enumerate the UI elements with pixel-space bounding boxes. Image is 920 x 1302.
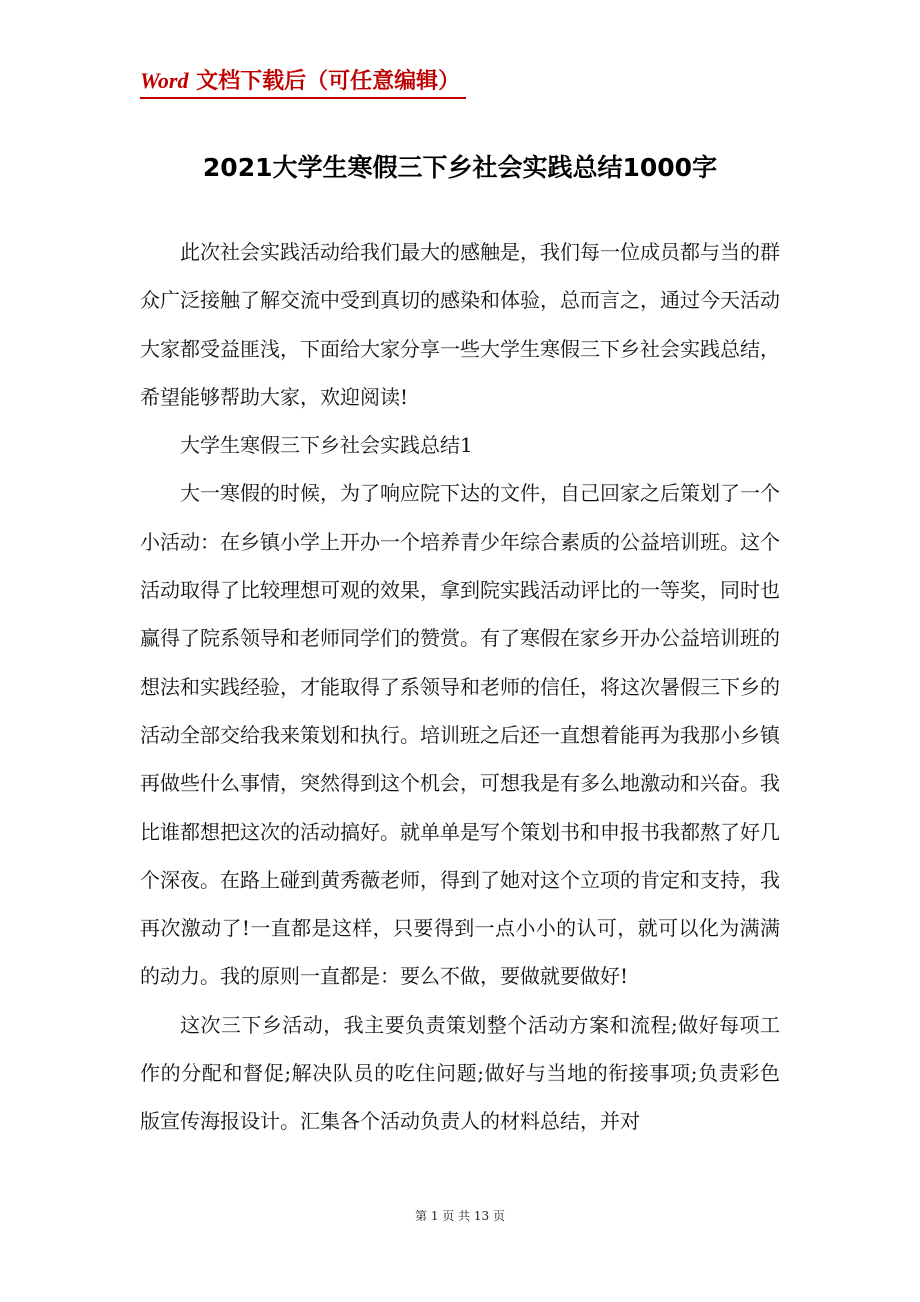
page-footer: 第 1 页 共 13 页 <box>415 1209 505 1223</box>
paragraph-1: 大一寒假的时候，为了响应院下达的文件，自己回家之后策划了一个小活动：在乡镇小学上开办一个培养青少年综合素质的公益培训班。这个活动取得了比较理想可观的效果，拿到院实践活动评比的一等奖，同时也赢得了院系领导和老师同学们的赞赏。有了寒假在家乡开办公益培训班的想法和实践经验，才能取得了系领导和老师的信任，将这次暑假三下乡的活动全部交给我来策划和执行。培训班之后还一直想着能再为我那小乡镇再做些什么事情，突然得到这个机会，可想我是有多么地激动和兴奋。我比谁都想把这次的活动搞好。就单单是写个策划书和申报书我都熬了好几个深夜。在路上碰到黄秀薇老师，得到了她对这个立项的肯定和支持，我再次激动了!一直都是这样，只要得到一点小小的认可，就可以化为满满的动力。我的原则一直都是：要么不做，要做就要做好! <box>140 481 780 989</box>
document-title: 2021大学生寒假三下乡社会实践总结1000字 <box>202 153 718 182</box>
header-text: 文档下载后（可任意编辑） <box>188 68 461 94</box>
paragraph-intro: 此次社会实践活动给我们最大的感触是，我们每一位成员都与当的群众广泛接触了解交流中受到真切的感染和体验，总而言之，通过今天活动大家都受益匪浅，下面给大家分享一些大学生寒假三下乡社会实践总结，希望能够帮助大家，欢迎阅读! <box>140 240 780 409</box>
header-underline <box>140 97 466 99</box>
section-heading-1: 大学生寒假三下乡社会实践总结1 <box>180 433 473 458</box>
document-body <box>140 228 780 1146</box>
header-banner <box>140 66 460 96</box>
header-word: Word <box>140 68 189 93</box>
paragraph-2: 这次三下乡活动，我主要负责策划整个活动方案和流程;做好每项工作的分配和督促;解决队员的吃住问题;做好与当地的衔接事项;负责彩色版宣传海报设计。汇集各个活动负责人的材料总结，并对 <box>140 1012 780 1134</box>
